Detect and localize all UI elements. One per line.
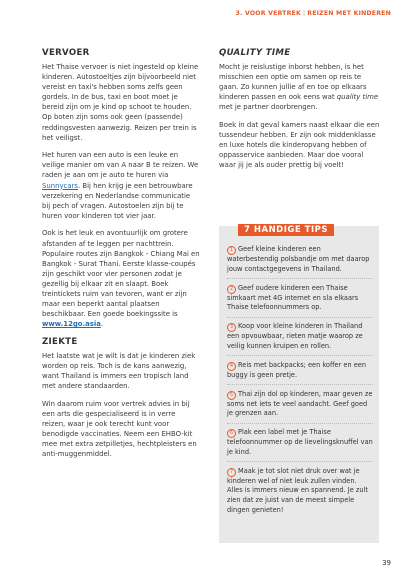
- right-column: [219, 48, 381, 178]
- tip-text: Reis met backpacks; een koffer en een buggy is geen pretje.: [227, 360, 366, 379]
- tip-text: Thai zijn dol op kinderen, maar geven ze soms net iets te veel aandacht. Geef goed je grenzen aan.: [227, 389, 373, 418]
- tip-item: [227, 245, 373, 279]
- ziekte-paragraph-2: Win daarom ruim voor vertrek advies in bij een arts die gespecialiseerd is in verre reizen, waar je ook terecht kunt voor benodigde vaccinaties. Neem een EHBO-kit mee met extra zetpilletjes, hechtpleisters en anti-muggenmiddel.: [42, 399, 197, 459]
- vervoer-p3-text-b: .: [100, 320, 104, 329]
- vervoer-heading: VERVOER: [42, 48, 90, 58]
- running-header: [236, 10, 391, 17]
- tip-text: Maak je tot slot niet druk over wat je kinderen wel of niet leuk zullen vinden. Alles is immers nieuw en spannend. Je zult zien dat ze juist van de meest simpele dingen genieten!: [227, 466, 368, 514]
- tip-number: 2: [227, 285, 236, 294]
- tip-text: Plak een label met je Thaise telefoonnummer op de lievelingsknuffel van je kind.: [227, 428, 373, 456]
- vervoer-p2-text-a: Het huren van een auto is een leuke en veilige manier om van A naar B te reizen. We raden je aan om je auto te huren via: [42, 151, 199, 180]
- chapter-label: 3. VOOR VERTREK: [235, 10, 301, 17]
- tip-item: [227, 428, 373, 462]
- tip-text: Geef kleine kinderen een waterbestendig polsbandje om met daarop jouw contactgegevens in Thailand.: [227, 245, 370, 273]
- page-number: 39: [382, 559, 391, 567]
- vervoer-paragraph-2: [42, 150, 200, 221]
- tip-item: [227, 390, 373, 424]
- tip-text: Geef oudere kinderen een Thaise simkaart met 4G internet en sla elkaars Thaise telefoonnummers op.: [227, 283, 359, 312]
- quality-time-paragraph-1: [219, 62, 381, 112]
- quality-time-heading: QUALITY TIME: [219, 48, 291, 58]
- tip-number: 5: [227, 391, 236, 400]
- header-separator: |: [302, 10, 306, 17]
- qt-p1-italic: quality time: [336, 93, 379, 102]
- qt-p1-text-b: met je partner doorbrengen.: [219, 103, 318, 112]
- left-column: [42, 48, 200, 467]
- tip-item: [227, 467, 373, 519]
- qt-p1-text-a: Mocht je reislustige inborst hebben, is het misschien een optie om samen op reis te gaan. Zo kunnen jullie af en toe op elkaars kinderen passen en ook eens wat: [219, 63, 367, 102]
- vervoer-paragraph-1: Het Thaise vervoer is niet ingesteld op kleine kinderen. Autostoeltjes zijn bijvoorbeeld niet vereist en taxi's hebben soms zelfs geen gordels. In de bus, taxi en boot moet je bereid zijn om je kind op schoot te houden. Op boten zijn soms ook geen (passende) reddingsvesten aanwezig. Reizen per trein is het veiligst.: [42, 63, 199, 142]
- sunnycars-link[interactable]: Sunnycars: [42, 181, 78, 190]
- tip-number: 1: [227, 246, 236, 255]
- vervoer-p2-text-b: . Bij hen krijg je een betrouwbare verzekering en Nederlandse communicatie bij pech of vragen. Autostoelen zijn bij te huren voor kinderen tot vier jaar.: [42, 181, 193, 220]
- tip-number: 4: [227, 362, 236, 371]
- tips-badge: 7 HANDIGE TIPS: [238, 224, 334, 236]
- tip-item: [227, 322, 373, 356]
- tip-number: 7: [227, 468, 236, 477]
- section-label: REIZEN MET KINDEREN: [307, 10, 391, 17]
- 12go-link[interactable]: www.12go.asia: [42, 320, 101, 329]
- tip-number: 3: [227, 323, 236, 332]
- tips-list: [227, 245, 373, 524]
- tip-item: [227, 361, 373, 386]
- tip-item: [227, 284, 373, 318]
- tip-text: Koop voor kleine kinderen in Thailand een opvouwbaar, rieten matje waarop ze veilig kunnen kruipen en rollen.: [227, 322, 363, 350]
- tip-number: 6: [227, 429, 236, 438]
- ziekte-paragraph-1: Het laatste wat je wilt is dat je kinderen ziek worden op reis. Toch is de kans aanwezig, want Thailand is immers een tropisch land met andere standaarden.: [42, 351, 196, 391]
- ziekte-heading: ZIEKTE: [42, 336, 78, 347]
- vervoer-paragraph-3: [42, 228, 200, 329]
- vervoer-p3-text-a: Ook is het leuk en avontuurlijk om grotere afstanden af te leggen per nachttrein. Populaire routes zijn Bangkok - Chiang Mai en Bangkok - Surat Thani. Eerste klasse-coupés zijn geschikt voor vier personen zodat je gezellig bij elkaar zit en slaapt. Boek treintickets ruim van tevoren, want er zijn maar een beperkt aantal plaatsen beschikbaar. Een goede boekingssite is: [42, 229, 200, 319]
- quality-time-paragraph-2: Boek in dat geval kamers naast elkaar die een tussendeur hebben. Er zijn ook middenklasse en luxe hotels die kinderopvang hebben of oppasservice aanbieden. Maar doe vooral waar jij je als ouder prettig bij voelt!: [219, 120, 380, 170]
